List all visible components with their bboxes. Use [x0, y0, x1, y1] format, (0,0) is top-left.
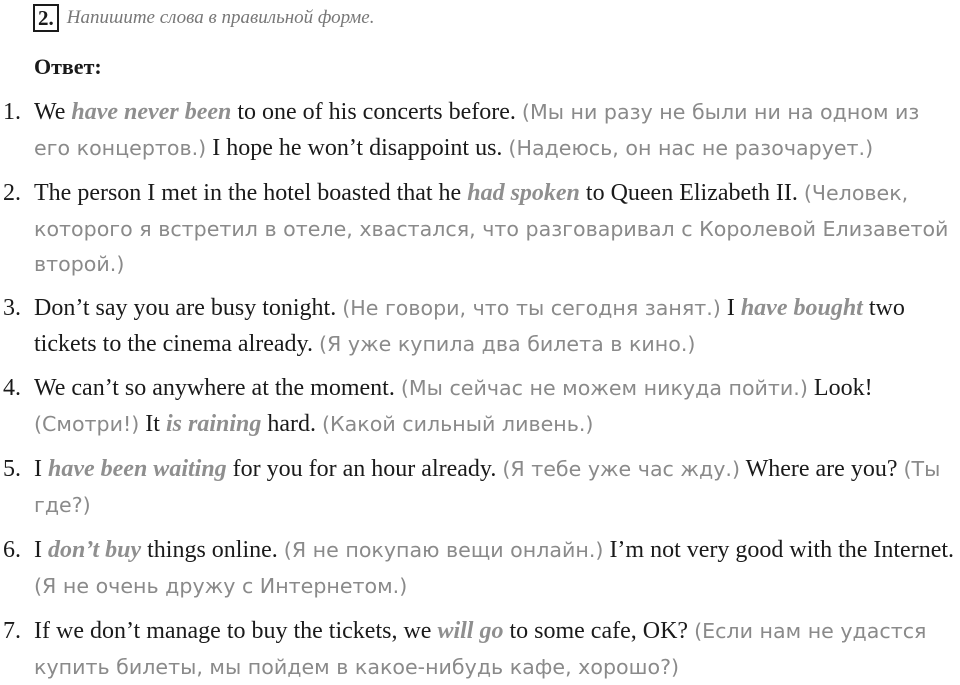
russian-translation: (Мы сейчас не можем никуда пойти.) [400, 376, 808, 400]
russian-translation: (Человек, которого я встретил в отеле, хвастался, что разговаривал с Королевой Елизаветой второй.) [34, 181, 949, 276]
item-text [34, 176, 959, 283]
english-text: It [139, 410, 166, 437]
english-text: Look! [807, 375, 873, 401]
answer-verb-form: have bought [740, 295, 863, 321]
answer-verb-form: don’t buy [48, 537, 142, 563]
answer-verb-form: have never been [71, 99, 232, 125]
english-text: I’m not very good with the Internet. [603, 537, 955, 563]
russian-translation: (Если нам не удастся купить билеты, мы пойдем в какое-нибудь кафе, хорошо?) [34, 619, 927, 679]
item-text [34, 291, 959, 362]
russian-translation: (Я не очень дружу с Интернетом.) [34, 573, 408, 598]
english-text: I [720, 295, 741, 321]
russian-translation: (Я тебе уже час жду.) [502, 457, 740, 481]
item-text [34, 95, 959, 166]
item-text [34, 452, 959, 523]
english-text: We can’t so anywhere at the moment. [34, 375, 401, 401]
item-number: 5. [3, 456, 21, 482]
item-number: 6. [3, 537, 21, 563]
english-text: hard. [261, 410, 323, 437]
item-number: 1. [3, 99, 21, 125]
russian-translation: (Какой сильный ливень.) [322, 411, 594, 436]
task-header [33, 4, 375, 32]
item-number: 4. [3, 375, 21, 401]
russian-translation: (Надеюсь, он нас не разочарует.) [508, 135, 874, 160]
english-text: Don’t say you are busy tonight. [34, 295, 343, 321]
russian-translation: (Мы ни разу не были ни на одном из его концертов.) [34, 100, 920, 160]
english-text: to some cafe, OK? [503, 618, 695, 644]
english-text: to Queen Elizabeth II. [579, 180, 804, 206]
task-instruction: Напишите слова в правильной форме. [66, 7, 375, 28]
answer-verb-form: have been waiting [48, 456, 227, 482]
russian-translation: (Не говори, что ты сегодня занят.) [342, 296, 721, 320]
item-number: 3. [3, 295, 21, 321]
english-text: to one of his concerts before. [231, 99, 522, 125]
english-text: We [34, 99, 72, 125]
item-number: 7. [3, 618, 21, 644]
item-text [34, 371, 959, 442]
english-text: things online. [141, 537, 284, 563]
russian-translation: (Я не покупаю вещи онлайн.) [283, 538, 604, 562]
answer-label: Ответ: [34, 54, 102, 79]
english-text: Where are you? [740, 456, 904, 482]
russian-translation: (Ты где?) [34, 457, 941, 517]
answer-verb-form: had spoken [467, 180, 580, 206]
english-text: two tickets to the cinema already. [34, 295, 905, 357]
item-text [34, 533, 959, 604]
english-text: If we don’t manage to buy the tickets, we [34, 618, 438, 644]
item-text [34, 614, 959, 685]
english-text: I [34, 456, 48, 482]
answer-verb-form: is raining [165, 410, 262, 437]
english-text: The person I met in the hotel boasted that he [34, 180, 468, 206]
english-text: I hope he won’t disappoint us. [206, 134, 509, 161]
russian-translation: (Я уже купила два билета в кино.) [319, 331, 696, 356]
task-number-box: 2. [33, 4, 59, 32]
english-text: for you for an hour already. [226, 456, 503, 482]
russian-translation: (Смотри!) [34, 411, 140, 436]
item-number: 2. [3, 180, 21, 206]
answer-verb-form: will go [437, 618, 504, 644]
english-text: I [34, 537, 48, 563]
